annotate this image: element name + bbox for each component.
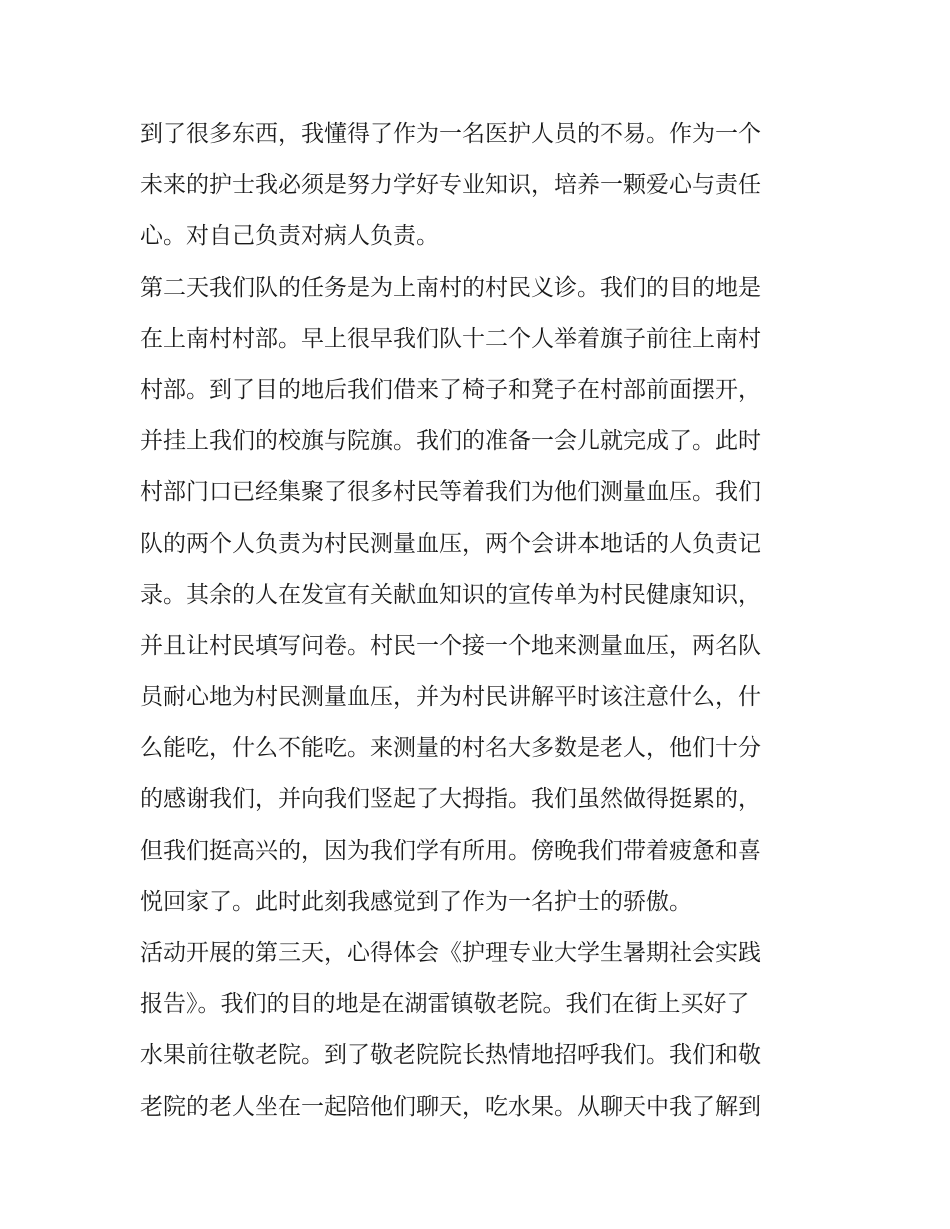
text-line: 但我们挺高兴的，因为我们学有所用。傍晚我们带着疲惫和喜 xyxy=(140,837,761,864)
text-line: 队的两个人负责为村民测量血压，两个会讲本地话的人负责记 xyxy=(140,530,761,557)
text-line: 活动开展的第三天，心得体会《护理专业大学生暑期社会实践 xyxy=(140,940,761,966)
text-line: 心。对自己负责对病人负责。 xyxy=(140,223,439,250)
text-line: 第二天我们队的任务是为上南村的村民义诊。我们的目的地是 xyxy=(140,274,761,301)
text-line: 在上南村村部。早上很早我们队十二个人举着旗子前往上南村 xyxy=(140,325,761,352)
text-line: 并且让村民填写问卷。村民一个接一个地来测量血压，两名队 xyxy=(140,632,761,659)
text-line: 到了很多东西，我懂得了作为一名医护人员的不易。作为一个 xyxy=(140,121,761,147)
text-line: 未来的护士我必须是努力学好专业知识，培养一颗爱心与责任 xyxy=(140,172,761,199)
text-line: 水果前往敬老院。到了敬老院院长热情地招呼我们。我们和敬 xyxy=(140,1042,761,1069)
text-line: 么能吃，什么不能吃。来测量的村名大多数是老人，他们十分 xyxy=(140,735,761,762)
text-line: 录。其余的人在发宣有关献血知识的宣传单为村民健康知识， xyxy=(140,581,761,608)
text-line: 员耐心地为村民测量血压，并为村民讲解平时该注意什么，什 xyxy=(140,684,761,711)
text-line: 悦回家了。此时此刻我感觉到了作为一名护士的骄傲。 xyxy=(140,888,692,915)
text-line: 老院的老人坐在一起陪他们聊天，吃水果。从聊天中我了解到 xyxy=(140,1093,761,1120)
body-text xyxy=(140,109,815,1133)
text-line: 报告》。我们的目的地是在湖雷镇敬老院。我们在街上买好了 xyxy=(140,991,750,1018)
text-line: 村部。到了目的地后我们借来了椅子和凳子在村部前面摆开， xyxy=(140,376,761,403)
text-line: 村部门口已经集聚了很多村民等着我们为他们测量血压。我们 xyxy=(140,479,761,506)
text-line: 并挂上我们的校旗与院旗。我们的准备一会儿就完成了。此时 xyxy=(140,428,761,455)
text-line: 的感谢我们，并向我们竖起了大拇指。我们虽然做得挺累的， xyxy=(140,786,761,813)
